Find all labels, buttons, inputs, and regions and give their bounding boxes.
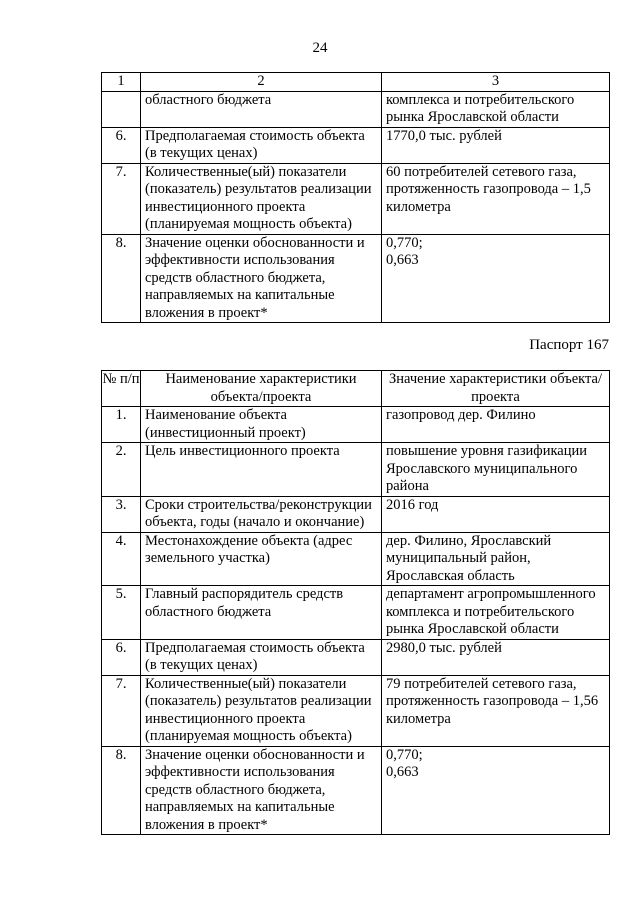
header-cell: 3	[382, 73, 610, 92]
table-header-row	[102, 371, 610, 407]
page-number: 24	[312, 40, 328, 56]
row-number: 4.	[102, 532, 141, 586]
row-value: повышение уровня газификации Ярославского муниципального района	[382, 443, 610, 497]
row-number: 7.	[102, 675, 141, 746]
row-value: департамент агропромышленного комплекса и потребительского рынка Ярославской области	[382, 586, 610, 640]
row-characteristic: Значение оценки обоснованности и эффективности использования средств областного бюджета, направляемых на капитальные вложения в проект*	[141, 746, 382, 835]
table-header-row	[102, 73, 610, 92]
table-row	[102, 163, 610, 234]
row-characteristic: Количественные(ый) показатели (показатель) результатов реализации инвестиционного проекта (планируемая мощность объекта)	[141, 675, 382, 746]
row-value: дер. Филино, Ярославский муниципальный район, Ярославская область	[382, 532, 610, 586]
row-number: 8.	[102, 746, 141, 835]
row-value: 0,770; 0,663	[382, 234, 610, 323]
row-characteristic: Количественные(ый) показатели (показатель) результатов реализации инвестиционного проекта (планируемая мощность объекта)	[141, 163, 382, 234]
table-row	[102, 639, 610, 675]
table-row	[102, 675, 610, 746]
row-number: 6.	[102, 127, 141, 163]
row-number: 2.	[102, 443, 141, 497]
row-value: комплекса и потребительского рынка Ярославской области	[382, 91, 610, 127]
row-characteristic: Сроки строительства/реконструкции объекта, годы (начало и окончание)	[141, 496, 382, 532]
row-characteristic: областного бюджета	[141, 91, 382, 127]
row-characteristic: Значение оценки обоснованности и эффективности использования средств областного бюджета, направляемых на капитальные вложения в проект*	[141, 234, 382, 323]
passport-table	[101, 370, 610, 835]
table-row	[102, 407, 610, 443]
table-row	[102, 91, 610, 127]
header-cell: 2	[141, 73, 382, 92]
row-number: 6.	[102, 639, 141, 675]
row-value: 2980,0 тыс. рублей	[382, 639, 610, 675]
row-number: 5.	[102, 586, 141, 640]
row-value: 79 потребителей сетевого газа, протяженность газопровода – 1,56 километра	[382, 675, 610, 746]
row-characteristic: Главный распорядитель средств областного бюджета	[141, 586, 382, 640]
passport-table-continued	[101, 72, 610, 323]
row-characteristic: Предполагаемая стоимость объекта (в текущих ценах)	[141, 127, 382, 163]
table-row	[102, 532, 610, 586]
table-row	[102, 127, 610, 163]
row-characteristic: Предполагаемая стоимость объекта (в текущих ценах)	[141, 639, 382, 675]
table-row	[102, 746, 610, 835]
table-row	[102, 586, 610, 640]
row-number: 7.	[102, 163, 141, 234]
header-cell-value: Значение характеристики объекта/проекта	[382, 371, 610, 407]
table-row	[102, 496, 610, 532]
row-characteristic: Местонахождение объекта (адрес земельного участка)	[141, 532, 382, 586]
row-characteristic: Наименование объекта (инвестиционный проект)	[141, 407, 382, 443]
row-value: 2016 год	[382, 496, 610, 532]
table-row	[102, 443, 610, 497]
row-value: 0,770; 0,663	[382, 746, 610, 835]
row-value: газопровод дер. Филино	[382, 407, 610, 443]
row-characteristic: Цель инвестиционного проекта	[141, 443, 382, 497]
row-number: 1.	[102, 407, 141, 443]
row-value: 60 потребителей сетевого газа, протяженность газопровода – 1,5 километра	[382, 163, 610, 234]
header-cell-number: № п/п	[102, 371, 141, 407]
row-number	[102, 91, 141, 127]
row-number: 8.	[102, 234, 141, 323]
row-value: 1770,0 тыс. рублей	[382, 127, 610, 163]
header-cell-characteristic: Наименование характеристики объекта/проекта	[141, 371, 382, 407]
header-cell: 1	[102, 73, 141, 92]
row-number: 3.	[102, 496, 141, 532]
passport-title: Паспорт 167	[529, 337, 609, 353]
table-row	[102, 234, 610, 323]
